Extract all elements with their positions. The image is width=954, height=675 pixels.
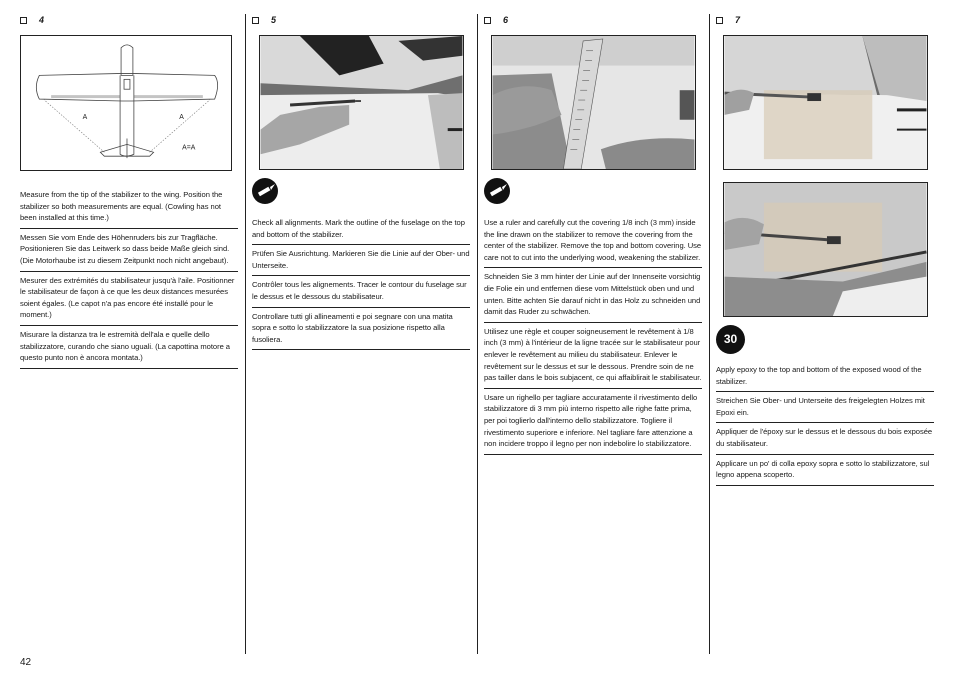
hobby-knife-icon (484, 178, 510, 204)
checkbox-icon[interactable] (716, 17, 723, 24)
paragraph-german: Prüfen Sie Ausrichtung. Markieren Sie die Linie auf der Ober- und Unterseite. (252, 245, 470, 276)
paragraph-english: Apply epoxy to the top and bottom of the exposed wood of the stabilizer. (716, 361, 934, 392)
checkbox-icon[interactable] (252, 17, 259, 24)
diagram-label-a-left: A (82, 113, 88, 121)
paragraph-french: Utilisez une règle et couper soigneusement le revêtement à 1/8 inch (3 mm) à l'intérieur de la ligne tracée sur le stabilisateur pour enlever le revêtement au milieu du stabilisateur. Enlever le revêtement sur le dessus et sur le dessous. Prendre soin de ne pas tailler dans le bois subjacent, ce qui affaiblirait le stabilisateur. (484, 323, 702, 389)
checkbox-icon[interactable] (20, 17, 27, 24)
paragraph-italian: Controllare tutti gli allineamenti e poi segnare con una matita sopra e sotto lo stabilizzatore la sua posizione rispetto alla fusoliera. (252, 308, 470, 351)
epoxy-bottom-photo (723, 182, 928, 317)
column-divider (245, 14, 246, 654)
paragraph-italian: Usare un righello per tagliare accuratamente il rivestimento dello stabilizzatore di 3 mm più interno rispetto alle righe fatte prima, per poi toglierlo dall'interno dello stabilizzatore. Togliere il rivestimento superiore e inferiore. Nel tagliare fare attenzione a non incidere troppo il legno per non indebolire lo stabilizzatore. (484, 389, 702, 455)
step-6-text (484, 214, 702, 455)
paragraph-german: Messen Sie vom Ende des Höhenruders bis zur Tragfläche. Positionieren Sie das Leitwerk so dass beide Maße gleich sind. (Die Motorhaube ist zu diesem Zeitpunkt noch nicht angebaut). (20, 229, 238, 272)
diagram-label-a-right: A (179, 113, 184, 121)
paragraph-english: Use a ruler and carefully cut the covering 1/8 inch (3 mm) inside the line drawn on the stabilizer to remove the covering from the center of the stabilizer. Remove the top and bottom covering. Use care not to cut into the underlying wood, weakening the stabilizer. (484, 214, 702, 268)
stabilizer-alignment-diagram (20, 35, 232, 171)
step-4-header (20, 14, 238, 28)
step-7-header (716, 14, 934, 28)
paragraph-italian: Applicare un po' di colla epoxy sopra e sotto lo stabilizzatore, sul legno appena scoperto. (716, 455, 934, 486)
step-badge: 30 (716, 325, 745, 354)
column-divider (709, 14, 710, 654)
paragraph-german: Schneiden Sie 3 mm hinter der Linie auf der Innenseite vorsichtig die Folie ein und entfernen diese vom Mittelstück oben und und unten. Bitte achten Sie darauf nicht in das Holz zu schneiden und damit das Ruder zu schwächen. (484, 268, 702, 322)
step-number: 6 (503, 15, 509, 25)
paragraph-german: Streichen Sie Ober- und Unterseite des freigelegten Holzes mit Epoxi ein. (716, 392, 934, 423)
step-7-column (716, 14, 934, 28)
step-4-text (20, 186, 238, 369)
step-6-header (484, 14, 702, 28)
marking-stabilizer-photo (259, 35, 464, 170)
paragraph-french: Contrôler tous les alignements. Tracer le contour du fuselage sur le dessus et le dessous du stabilisateur. (252, 276, 470, 307)
paragraph-french: Mesurer des extrémités du stabilisateur jusqu'à l'aile. Positionner le stabilisateur de façon à ce que les deux distances mesurées soient égales. (Le capot n'a pas encore été installé pour le moment.) (20, 272, 238, 326)
hobby-knife-icon (252, 178, 278, 204)
checkbox-icon[interactable] (484, 17, 491, 24)
step-number: 5 (271, 15, 277, 25)
page-number: 42 (20, 657, 32, 668)
step-5-header (252, 14, 470, 28)
paragraph-english: Measure from the tip of the stabilizer to the wing. Position the stabilizer so both measurements are equal. (Cowling has not been installed at this time.) (20, 186, 238, 229)
paragraph-french: Appliquer de l'époxy sur le dessus et le dessous du bois exposée du stabilisateur. (716, 423, 934, 454)
step-6-column (484, 14, 702, 28)
diagram-label-equal: A=A (182, 144, 196, 152)
step-5-text (252, 214, 470, 350)
step-number: 4 (39, 15, 45, 25)
epoxy-top-photo (723, 35, 928, 170)
step-4-column (20, 14, 238, 28)
step-5-column (252, 14, 470, 28)
step-7-text (716, 361, 934, 486)
paragraph-english: Check all alignments. Mark the outline of the fuselage on the top and bottom of the stabilizer. (252, 214, 470, 245)
column-divider (477, 14, 478, 654)
step-number: 7 (735, 15, 741, 25)
cutting-covering-photo (491, 35, 696, 170)
paragraph-italian: Misurare la distanza tra le estremità dell'ala e quelle dello stabilizzatore, curando che siano uguali. (La capottina motore a questo punto non è ancora montata.) (20, 326, 238, 369)
